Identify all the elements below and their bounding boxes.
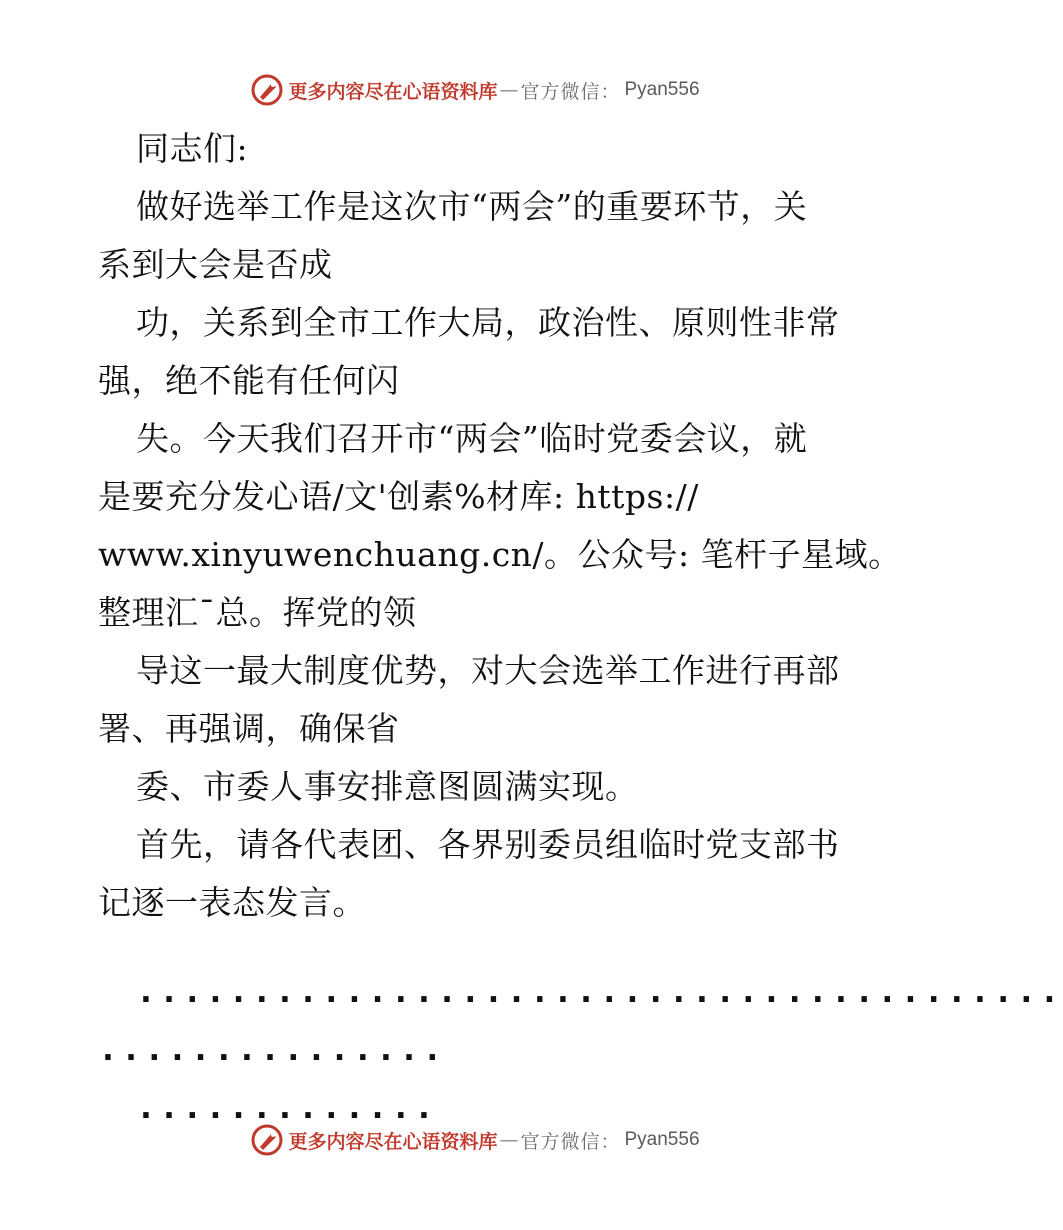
paragraph-line: 功，关系到全市工作大局，政治性、原则性非常 bbox=[136, 303, 840, 342]
footer-brand-text: 更多内容尽在心语资料库 bbox=[288, 1130, 498, 1153]
paragraph-line: 首先，请各代表团、各界别委员组临时党支部书 bbox=[136, 825, 840, 864]
footer-watermark bbox=[0, 1120, 950, 1160]
salutation-line: 同志们: bbox=[136, 129, 249, 168]
footer-account: Pyan556 bbox=[624, 1129, 700, 1150]
paragraph-line: 记逐一表态发言。 bbox=[98, 883, 366, 922]
header-wechat-label: 官方微信： bbox=[520, 80, 621, 103]
paragraph-gap bbox=[98, 932, 858, 962]
header-brand-text: 更多内容尽在心语资料库 bbox=[288, 80, 498, 103]
paragraph-line: 做好选举工作是这次市“两会”的重要环节，关 bbox=[136, 187, 808, 226]
paragraph-line: 导这一最大制度优势，对大会选举工作进行再部 bbox=[136, 651, 840, 690]
paragraph-line: 失。今天我们召开市“两会”临时党委会议，就 bbox=[136, 419, 808, 458]
ellipsis-line: ............... bbox=[98, 1029, 446, 1068]
footer-dash: — bbox=[499, 1129, 519, 1151]
paragraph-line: 强，绝不能有任何闪 bbox=[98, 361, 400, 400]
paragraph-line: www.xinyuwenchuang.cn/。公众号: 笔杆子星域。 bbox=[98, 535, 902, 574]
paragraph-line: 系到大会是否成 bbox=[98, 245, 333, 284]
document-body bbox=[98, 120, 1063, 1136]
pen-nib-logo-icon bbox=[250, 73, 284, 107]
pen-nib-logo-icon bbox=[250, 1123, 284, 1157]
header-watermark bbox=[0, 70, 950, 110]
header-dash: — bbox=[499, 79, 519, 101]
header-account: Pyan556 bbox=[624, 79, 700, 100]
ellipsis-line: ............. bbox=[136, 1087, 438, 1126]
ellipsis-line: ........................................ bbox=[136, 971, 1063, 1010]
paragraph-line: 是要充分发心语/文'创素%材库: https:// bbox=[98, 477, 699, 516]
paragraph-line: 委、市委人事安排意图圆满实现。 bbox=[136, 767, 639, 806]
footer-wechat-label: 官方微信： bbox=[520, 1130, 621, 1153]
paragraph-line: 署、再强调，确保省 bbox=[98, 709, 400, 748]
paragraph-line: 整理汇¯总。挥党的领 bbox=[98, 593, 417, 632]
